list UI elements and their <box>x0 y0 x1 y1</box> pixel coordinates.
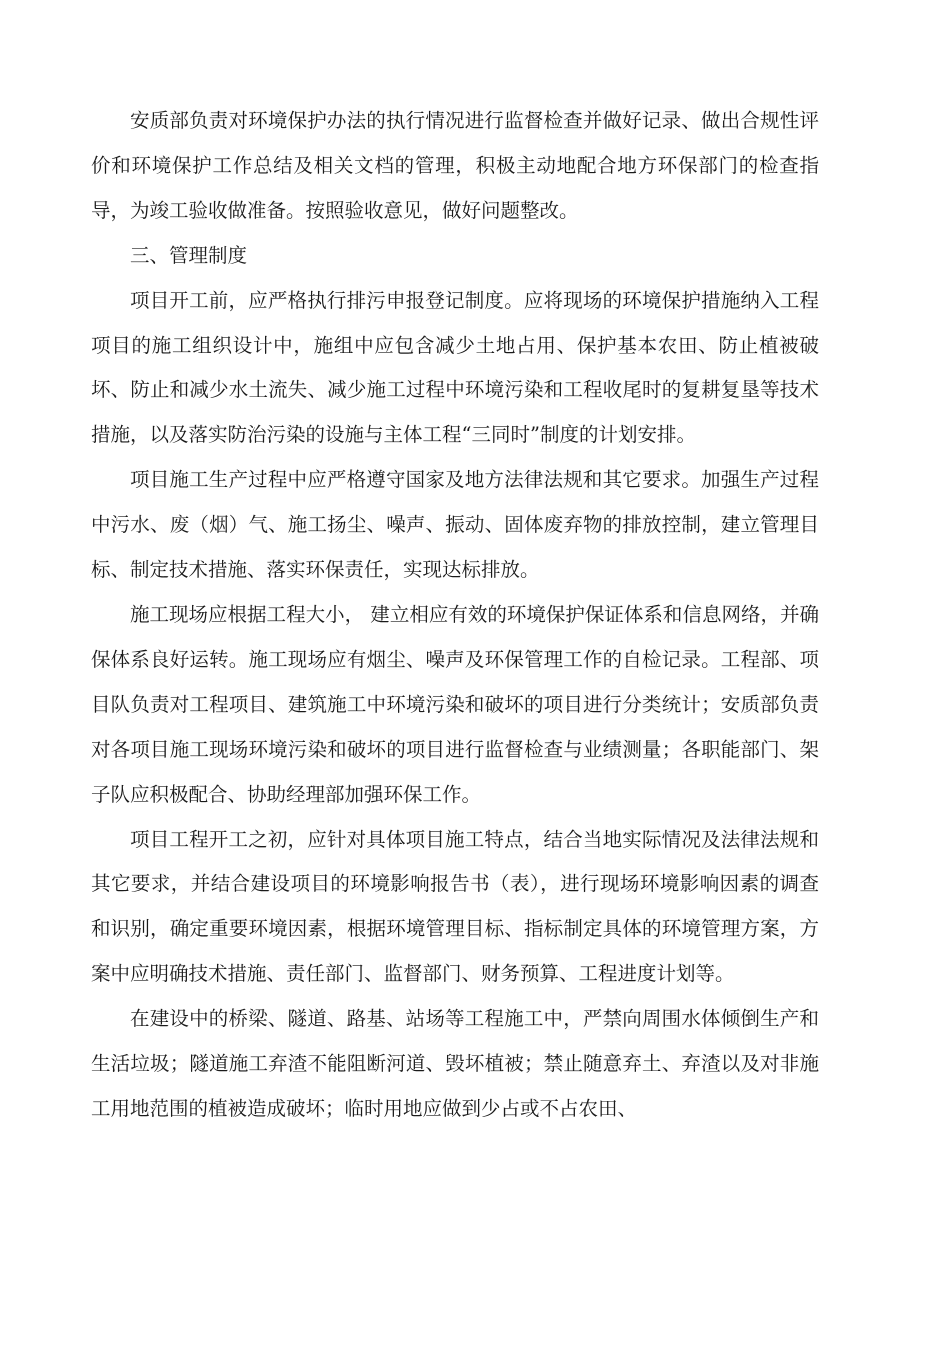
paragraph-environmental-factors: 项目工程开工之初，应针对具体项目施工特点，结合当地实际情况及法律法规和其它要求，并结合建设项目的环境影响报告书（表），进行现场环境影响因素的调查和识别，确定重要环境因素，根据环境管理目标、指标制定具体的环境管理方案，方案中应明确技术措施、责任部门、监督部门、财务预算、工程进度计划等。 <box>91 827 819 986</box>
document-body <box>91 99 819 1132</box>
paragraph-emission-control: 项目施工生产过程中应严格遵守国家及地方法律法规和其它要求。加强生产过程中污水、废（烟）气、施工扬尘、噪声、振动、固体废弃物的排放控制，建立管理目标、制定技术措施、落实环保责任，实现达标排放。 <box>91 468 819 582</box>
section-heading-management-system: 三、管理制度 <box>130 243 248 267</box>
paragraph-construction-rules: 在建设中的桥梁、隧道、路基、站场等工程施工中，严禁向周围水体倾倒生产和生活垃圾；隧道施工弃渣不能阻断河道、毁坏植被；禁止随意弃土、弃渣以及对非施工用地范围的植被造成破坏；临时用地应做到少占或不占农田、 <box>91 1007 819 1120</box>
paragraph-pollution-registration: 项目开工前，应严格执行排污申报登记制度。应将现场的环境保护措施纳入工程项目的施工组织设计中，施组中应包含减少土地占用、保护基本农田、防止植被破坏、防止和减少水土流失、减少施工过程中环境污染和工程收尾时的复耕复垦等技术措施，以及落实防治污染的设施与主体工程“三同时”制度的计划安排。 <box>91 288 819 447</box>
paragraph-assurance-system: 施工现场应根据工程大小， 建立相应有效的环境保护保证体系和信息网络，并确保体系良好运转。施工现场应有烟尘、噪声及环保管理工作的自检记录。工程部、项目队负责对工程项目、建筑施工中环境污染和破坏的项目进行分类统计；安质部负责对各项目施工现场环境污染和破坏的项目进行监督检查与业绩测量；各职能部门、架子队应积极配合、协助经理部加强环保工作。 <box>91 602 819 806</box>
paragraph-oversight: 安质部负责对环境保护办法的执行情况进行监督检查并做好记录、做出合规性评价和环境保护工作总结及相关文档的管理，积极主动地配合地方环保部门的检查指导，为竣工验收做准备。按照验收意见，做好问题整改。 <box>91 109 819 222</box>
